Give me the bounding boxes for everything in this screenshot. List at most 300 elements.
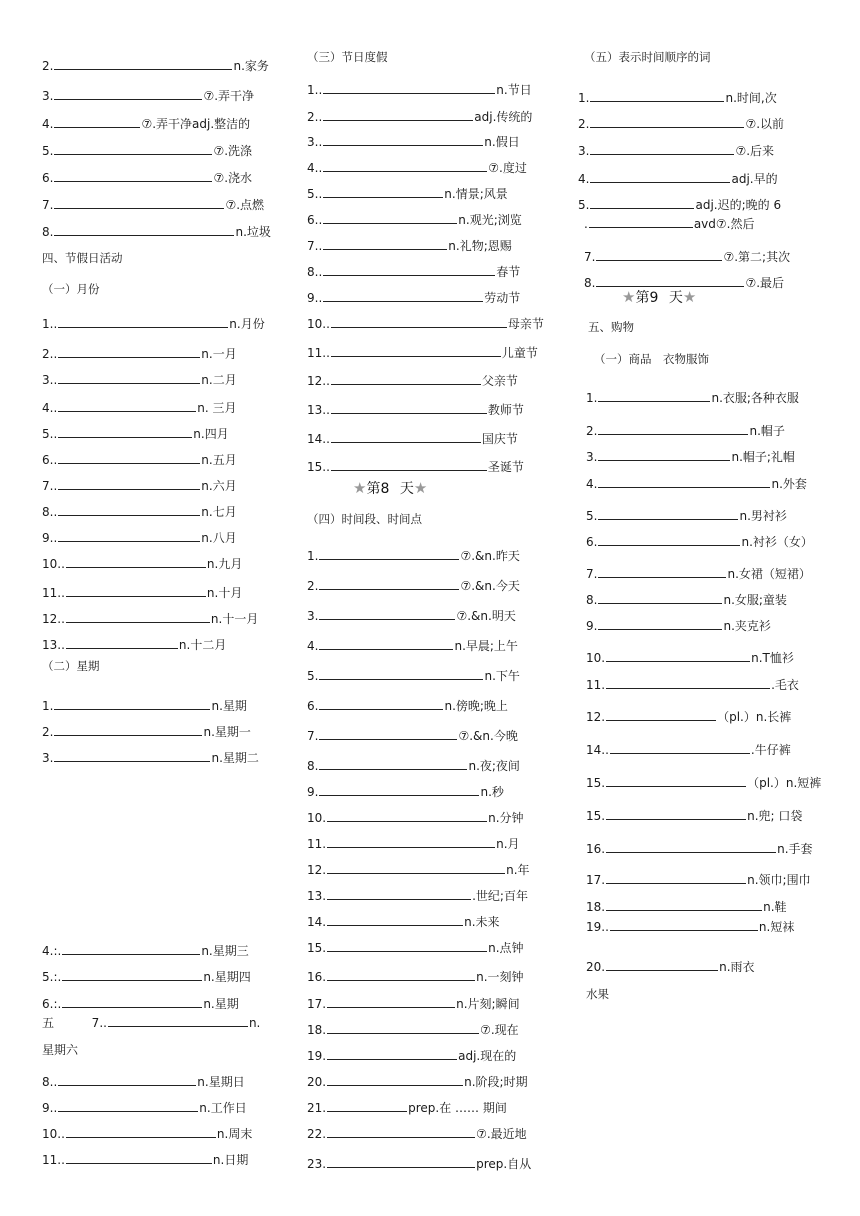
- vocab-row: 19.. n.短袜: [586, 920, 795, 934]
- vocab-row: 5. n.男衬衫: [586, 509, 787, 523]
- vocab-row: 12. n.年: [307, 863, 530, 877]
- answer-blank[interactable]: [319, 698, 443, 710]
- day-8-title: ★第8 天★: [353, 479, 428, 497]
- row-number: 2: [307, 110, 315, 124]
- row-definition: n.九月: [206, 557, 243, 571]
- vocab-row: 12.. 父亲节: [307, 374, 518, 388]
- vocab-row: 5.:. n.星期四: [42, 970, 251, 984]
- answer-blank[interactable]: [327, 1156, 475, 1168]
- row-definition: ⑦.浇水: [213, 171, 253, 185]
- row-number: 7: [584, 250, 592, 264]
- row-number: 6: [307, 213, 315, 227]
- answer-blank[interactable]: [596, 275, 744, 287]
- answer-blank[interactable]: [331, 316, 507, 328]
- row-definition: n.秒: [480, 785, 504, 799]
- row-number: 2: [42, 59, 50, 73]
- answer-blank[interactable]: [327, 810, 487, 822]
- row-number: 15: [586, 809, 602, 823]
- answer-blank[interactable]: [54, 58, 232, 70]
- row-definition: ⑦.最近地: [476, 1127, 527, 1141]
- answer-blank[interactable]: [606, 899, 762, 911]
- row-definition: 儿童节: [501, 346, 538, 360]
- answer-blank[interactable]: [58, 372, 200, 384]
- row-number: 12: [42, 612, 58, 626]
- answer-blank[interactable]: [54, 170, 212, 182]
- vocab-row: 10.. n.周末: [42, 1127, 253, 1141]
- vocab-row: 20. n.阶段;时期: [307, 1075, 528, 1089]
- vocab-row: 4.. ⑦.度过: [307, 161, 527, 175]
- row-definition: n.雨衣: [719, 960, 755, 974]
- row-number: 14: [307, 432, 323, 446]
- row-number: 18: [586, 900, 602, 914]
- answer-blank[interactable]: [598, 566, 726, 578]
- row-number: 8: [307, 759, 315, 773]
- row-definition: ⑦.弄干净adj.整洁的: [141, 117, 251, 131]
- row-definition: n.日期: [212, 1153, 249, 1167]
- answer-blank[interactable]: [54, 224, 234, 236]
- vocab-row: 4. n.外套: [586, 477, 807, 491]
- row-definition: ⑦.后来: [735, 144, 775, 158]
- subheading-weekdays: （二）星期: [42, 659, 100, 673]
- vocab-row: 7. n.女裙（短裙）: [586, 567, 811, 581]
- row-definition: n.分钟: [488, 811, 524, 825]
- row-definition: n.星期二: [211, 751, 259, 765]
- vocab-row: 2.. n.一月: [42, 347, 237, 361]
- row-definition: n.周末: [216, 1127, 253, 1141]
- row-definition: n.男衬衫: [739, 509, 787, 523]
- answer-blank[interactable]: [606, 841, 776, 853]
- row-number: 7: [307, 239, 315, 253]
- row-definition: n.星期: [211, 699, 247, 713]
- row-definition: n.星期三: [201, 944, 249, 958]
- row-number: 12: [307, 863, 323, 877]
- answer-blank[interactable]: [606, 677, 770, 689]
- answer-blank[interactable]: [58, 530, 200, 542]
- day-9-title: ★第9 天★: [622, 288, 697, 306]
- vocab-row: 1.. n.月份: [42, 317, 265, 331]
- vocab-row: 6.. n.五月: [42, 453, 237, 467]
- vocab-row: 15. （pl.）n.短裤: [586, 776, 822, 790]
- row-definition: n.时间,次: [725, 91, 777, 105]
- vocab-row: 14. n.未来: [307, 915, 500, 929]
- row-definition: n.未来: [464, 915, 500, 929]
- row-definition: 劳动节: [484, 291, 521, 305]
- row-number: 13: [307, 889, 323, 903]
- answer-blank[interactable]: [598, 534, 740, 546]
- row-number: 10: [586, 651, 602, 665]
- answer-blank[interactable]: [606, 872, 746, 884]
- row-definition: ⑦.度过: [488, 161, 527, 175]
- answer-blank[interactable]: [590, 116, 744, 128]
- vocab-row: 9.. n.工作日: [42, 1101, 247, 1115]
- answer-blank[interactable]: [58, 426, 192, 438]
- answer-blank[interactable]: [66, 611, 210, 623]
- row-number: 14.: [586, 743, 606, 757]
- answer-blank[interactable]: [606, 650, 750, 662]
- vocab-row: 7. ⑦.点燃: [42, 198, 265, 212]
- answer-blank[interactable]: [58, 316, 228, 328]
- row-number: 14: [307, 915, 323, 929]
- row-number: 13: [42, 638, 58, 652]
- answer-blank[interactable]: [606, 808, 746, 820]
- answer-blank[interactable]: [319, 728, 457, 740]
- vocab-row: 8. n.夜;夜间: [307, 759, 520, 773]
- row-number: 11: [307, 837, 323, 851]
- answer-blank[interactable]: [319, 784, 479, 796]
- answer-blank[interactable]: [66, 556, 206, 568]
- answer-blank[interactable]: [598, 618, 722, 630]
- row-number: 11: [42, 586, 58, 600]
- vocab-row: 17. n.领巾;围巾: [586, 873, 811, 887]
- answer-blank[interactable]: [610, 919, 758, 931]
- answer-blank[interactable]: [62, 943, 200, 955]
- row-number: 2: [578, 117, 586, 131]
- answer-blank[interactable]: [331, 459, 487, 471]
- vocab-row: 5. adj.迟的;晚的 6: [578, 198, 782, 212]
- answer-blank[interactable]: [66, 637, 178, 649]
- row-definition: n.月份: [229, 317, 265, 331]
- row-number: 3: [586, 450, 594, 464]
- answer-blank[interactable]: [327, 996, 455, 1008]
- answer-blank[interactable]: [66, 585, 206, 597]
- vocab-row: 10. n.T恤衫: [586, 651, 794, 665]
- subheading-clothes: （一）商品 衣物服饰: [594, 352, 709, 366]
- vocab-row: 8.. n.七月: [42, 505, 237, 519]
- answer-blank[interactable]: [331, 431, 481, 443]
- row-number: 13: [307, 403, 323, 417]
- row-number: 8: [42, 505, 50, 519]
- row-number: 6: [42, 997, 50, 1011]
- vocab-row: 5.. n.情景;风景: [307, 187, 508, 201]
- row-definition: n.工作日: [199, 1101, 247, 1115]
- vocab-row: 18. n.鞋: [586, 900, 787, 914]
- answer-blank[interactable]: [58, 346, 200, 358]
- row-number: 12: [307, 374, 323, 388]
- answer-blank[interactable]: [323, 186, 443, 198]
- vocab-row: 6. ⑦.浇水: [42, 171, 253, 185]
- answer-blank[interactable]: [62, 996, 202, 1008]
- row-number: 10: [42, 557, 58, 571]
- row-number: 9: [42, 531, 50, 545]
- answer-blank[interactable]: [331, 373, 481, 385]
- answer-blank[interactable]: [327, 914, 463, 926]
- answer-blank[interactable]: [66, 1152, 212, 1164]
- row-number: 16: [586, 842, 602, 856]
- row-definition: n.女裙（短裙）: [727, 567, 811, 581]
- vocab-row: 13.. n.十二月: [42, 638, 227, 652]
- row-definition: n.领巾;围巾: [747, 873, 811, 887]
- row-number: 21: [307, 1101, 323, 1115]
- vocab-row: 6.:. n.星期: [42, 997, 239, 1011]
- row-definition: n.一刻钟: [476, 970, 524, 984]
- answer-blank[interactable]: [598, 592, 722, 604]
- row-definition: n.夹克衫: [723, 619, 771, 633]
- answer-blank[interactable]: [58, 504, 200, 516]
- vocab-row: 9. n.夹克衫: [586, 619, 771, 633]
- row-definition: n.垃圾: [235, 225, 271, 239]
- answer-blank[interactable]: [327, 1048, 457, 1060]
- row-number: 19.: [586, 920, 606, 934]
- row-number: 20: [307, 1075, 323, 1089]
- row-number: 11: [586, 678, 602, 692]
- row-definition: n.衬衫（女）: [741, 535, 813, 549]
- vocab-row: 4.. n. 三月: [42, 401, 237, 415]
- row-number: 20: [586, 960, 602, 974]
- vocab-row: 10.. n.九月: [42, 557, 243, 571]
- vocab-row: 3.. n.二月: [42, 373, 237, 387]
- row-definition: n. 三月: [197, 401, 237, 415]
- vocab-row: 4. adj.早的: [578, 172, 778, 186]
- row-definition: n.兜; 口袋: [747, 809, 803, 823]
- answer-blank[interactable]: [590, 197, 694, 209]
- row-number: 4: [307, 161, 315, 175]
- answer-blank[interactable]: [598, 508, 738, 520]
- answer-blank[interactable]: [331, 345, 501, 357]
- answer-blank[interactable]: [327, 1074, 463, 1086]
- order-wrap-row: . avd⑦.然后: [584, 217, 755, 231]
- answer-blank[interactable]: [323, 160, 487, 172]
- row-definition: adj.现在的: [458, 1049, 517, 1063]
- row-number: 1: [42, 699, 50, 713]
- row-number: 4: [307, 639, 315, 653]
- row-definition: ⑦.最后: [745, 276, 785, 290]
- row-definition: n.衣服;各种衣服: [711, 391, 799, 405]
- answer-blank[interactable]: [323, 212, 457, 224]
- answer-blank[interactable]: [323, 109, 473, 121]
- vocab-row: 7.. n.六月: [42, 479, 237, 493]
- answer-blank[interactable]: [590, 171, 730, 183]
- row-number: 8: [42, 1075, 50, 1089]
- subheading-time: （四）时间段、时间点: [307, 512, 422, 526]
- answer-blank[interactable]: [327, 1100, 407, 1112]
- answer-blank[interactable]: [596, 249, 722, 261]
- vocab-row: 3.. n.假日: [307, 135, 520, 149]
- row-definition: n.早晨;上午: [454, 639, 518, 653]
- subheading-fruit: 水果: [586, 987, 609, 1001]
- row-number: 9: [586, 619, 594, 633]
- vocab-row: 14.. .牛仔裤: [586, 743, 791, 757]
- row-definition: prep.自从: [476, 1157, 532, 1171]
- answer-blank[interactable]: [590, 143, 734, 155]
- answer-blank[interactable]: [327, 1126, 475, 1138]
- row-definition: adj.早的: [731, 172, 778, 186]
- vocab-row: 8. ⑦.最后: [584, 276, 785, 290]
- vocab-row: 12.. n.十一月: [42, 612, 259, 626]
- wrap-continuation: 星期六: [42, 1043, 79, 1057]
- vocab-row: 9.. n.八月: [42, 531, 237, 545]
- answer-blank[interactable]: [58, 400, 196, 412]
- vocab-row: 7. ⑦.&n.今晚: [307, 729, 518, 743]
- answer-blank[interactable]: [606, 709, 716, 721]
- subheading-months: （一）月份: [42, 282, 100, 296]
- row-number: 5: [42, 427, 50, 441]
- vocab-row: 3. ⑦.后来: [578, 144, 775, 158]
- answer-blank[interactable]: [323, 82, 495, 94]
- vocab-row: 9. n.秒: [307, 785, 504, 799]
- row-number: 8: [584, 276, 592, 290]
- answer-blank[interactable]: [598, 449, 730, 461]
- row-number: 17: [586, 873, 602, 887]
- row-number: 11: [42, 1153, 58, 1167]
- row-definition: n.手套: [777, 842, 813, 856]
- row-definition: n.十二月: [178, 638, 227, 652]
- answer-blank[interactable]: [590, 90, 724, 102]
- answer-blank[interactable]: [331, 402, 487, 414]
- row-definition: .毛衣: [771, 678, 799, 692]
- row-number: 10: [307, 317, 323, 331]
- subheading-festivals: （三）节日度假: [307, 50, 388, 64]
- answer-blank[interactable]: [58, 1074, 196, 1086]
- row-definition: ⑦.&n.明天: [456, 609, 516, 623]
- answer-blank[interactable]: [606, 775, 746, 787]
- row-definition: .世纪;百年: [472, 889, 528, 903]
- row-number: 1: [307, 83, 315, 97]
- answer-blank[interactable]: [54, 88, 202, 100]
- answer-blank[interactable]: [327, 862, 505, 874]
- answer-blank[interactable]: [319, 758, 467, 770]
- row-number: 5: [307, 669, 315, 683]
- vocab-row: 4. ⑦.弄干净adj.整洁的: [42, 117, 251, 131]
- answer-blank[interactable]: [319, 608, 455, 620]
- vocab-row: 6. n.衬衫（女）: [586, 535, 813, 549]
- vocab-row: 2. n.帽子: [586, 424, 785, 438]
- vocab-row: 11.. n.十月: [42, 586, 243, 600]
- answer-blank[interactable]: [598, 390, 710, 402]
- vocab-row: 15. n.兜; 口袋: [586, 809, 803, 823]
- vocab-row: 1.. n.节日: [307, 83, 532, 97]
- vocab-row: 17. n.片刻;瞬间: [307, 997, 520, 1011]
- answer-blank[interactable]: [58, 478, 200, 490]
- row-definition: ⑦.&n.今晚: [458, 729, 518, 743]
- row-definition: n.片刻;瞬间: [456, 997, 520, 1011]
- answer-blank[interactable]: [58, 452, 200, 464]
- answer-blank[interactable]: [327, 1022, 479, 1034]
- vocab-row: 3. n.星期二: [42, 751, 259, 765]
- row-definition: n.观光;浏览: [458, 213, 522, 227]
- row-definition: ⑦.&n.昨天: [460, 549, 520, 563]
- row-definition: 教师节: [487, 403, 524, 417]
- row-definition: （pl.）n.长裤: [717, 710, 792, 724]
- row-definition: n.女服;童装: [723, 593, 787, 607]
- answer-blank[interactable]: [610, 742, 750, 754]
- answer-blank[interactable]: [606, 959, 718, 971]
- row-definition: n.鞋: [763, 900, 787, 914]
- answer-blank[interactable]: [54, 197, 224, 209]
- vocab-row: 1. n.星期: [42, 699, 247, 713]
- vocab-row: 19. adj.现在的: [307, 1049, 517, 1063]
- answer-blank[interactable]: [598, 423, 748, 435]
- answer-blank[interactable]: [54, 143, 212, 155]
- row-number: 8: [586, 593, 594, 607]
- answer-blank[interactable]: [323, 264, 495, 276]
- row-number: 6: [42, 171, 50, 185]
- vocab-row: 15.. 圣诞节: [307, 460, 524, 474]
- answer-blank[interactable]: [327, 836, 495, 848]
- vocab-row: 20. n.雨衣: [586, 960, 755, 974]
- answer-blank[interactable]: [589, 216, 693, 228]
- row-number: 3: [307, 135, 315, 149]
- answer-blank[interactable]: [323, 238, 447, 250]
- answer-blank[interactable]: [108, 1015, 248, 1027]
- row-number: 1: [42, 317, 50, 331]
- row-number: 2: [42, 347, 50, 361]
- row-number: 3: [42, 751, 50, 765]
- row-number: 2: [42, 725, 50, 739]
- row-number: 3: [307, 609, 315, 623]
- answer-blank[interactable]: [54, 750, 210, 762]
- row-definition: n.一月: [201, 347, 237, 361]
- row-definition: n.: [248, 1016, 261, 1030]
- row-definition: n.礼物;恩赐: [448, 239, 512, 253]
- answer-blank[interactable]: [598, 476, 770, 488]
- answer-blank[interactable]: [319, 668, 483, 680]
- answer-blank[interactable]: [54, 116, 140, 128]
- answer-blank[interactable]: [327, 940, 487, 952]
- row-number: 3: [578, 144, 586, 158]
- row-number: 7: [586, 567, 594, 581]
- row-number: 6: [586, 535, 594, 549]
- row-number: 9: [307, 291, 315, 305]
- answer-blank[interactable]: [327, 969, 475, 981]
- row-number: 4: [586, 477, 594, 491]
- row-definition: n.四月: [193, 427, 229, 441]
- vocab-row: 22. ⑦.最近地: [307, 1127, 527, 1141]
- row-definition: 春节: [496, 265, 521, 279]
- vocab-row: 16. n.手套: [586, 842, 813, 856]
- vocab-row: 1. ⑦.&n.昨天: [307, 549, 520, 563]
- row-number: 6: [307, 699, 315, 713]
- row-number: 5: [307, 187, 315, 201]
- answer-blank[interactable]: [323, 134, 483, 146]
- row-definition: ⑦.&n.今天: [460, 579, 520, 593]
- vocab-row: 5.. n.四月: [42, 427, 229, 441]
- vocab-row: 6.. n.观光;浏览: [307, 213, 522, 227]
- row-number: 7: [307, 729, 315, 743]
- answer-blank[interactable]: [327, 888, 471, 900]
- vocab-row: 5. n.下午: [307, 669, 520, 683]
- row-number: 10: [42, 1127, 58, 1141]
- vocab-row: 11.. n.日期: [42, 1153, 249, 1167]
- answer-blank[interactable]: [319, 578, 459, 590]
- vocab-row: 21. prep.在 …… 期间: [307, 1101, 507, 1115]
- section-heading-holiday-activities: 四、节假日活动: [42, 251, 123, 265]
- vocab-row: 9.. 劳动节: [307, 291, 521, 305]
- row-number: 15: [307, 941, 323, 955]
- row-definition: 国庆节: [481, 432, 518, 446]
- answer-blank[interactable]: [319, 638, 453, 650]
- answer-blank[interactable]: [54, 724, 202, 736]
- row-definition: ⑦.第二;其次: [723, 250, 791, 264]
- answer-blank[interactable]: [323, 290, 483, 302]
- row-definition: n.假日: [484, 135, 520, 149]
- answer-blank[interactable]: [58, 1100, 198, 1112]
- row-definition: n.T恤衫: [751, 651, 794, 665]
- vocab-row: 2. ⑦.以前: [578, 117, 785, 131]
- vocab-row: 10. n.分钟: [307, 811, 524, 825]
- row-definition: n.阶段;时期: [464, 1075, 528, 1089]
- row-definition: ⑦.弄干净: [203, 89, 255, 103]
- vocab-row: 12. （pl.）n.长裤: [586, 710, 792, 724]
- answer-blank[interactable]: [54, 698, 210, 710]
- answer-blank[interactable]: [319, 548, 459, 560]
- answer-blank[interactable]: [66, 1126, 216, 1138]
- row-definition: n.星期一: [203, 725, 251, 739]
- vocab-row: 13.. 教师节: [307, 403, 524, 417]
- row-definition: n.星期日: [197, 1075, 245, 1089]
- vocab-row: 3. n.帽子;礼帽: [586, 450, 795, 464]
- vocab-row: 13. .世纪;百年: [307, 889, 528, 903]
- answer-blank[interactable]: [62, 969, 202, 981]
